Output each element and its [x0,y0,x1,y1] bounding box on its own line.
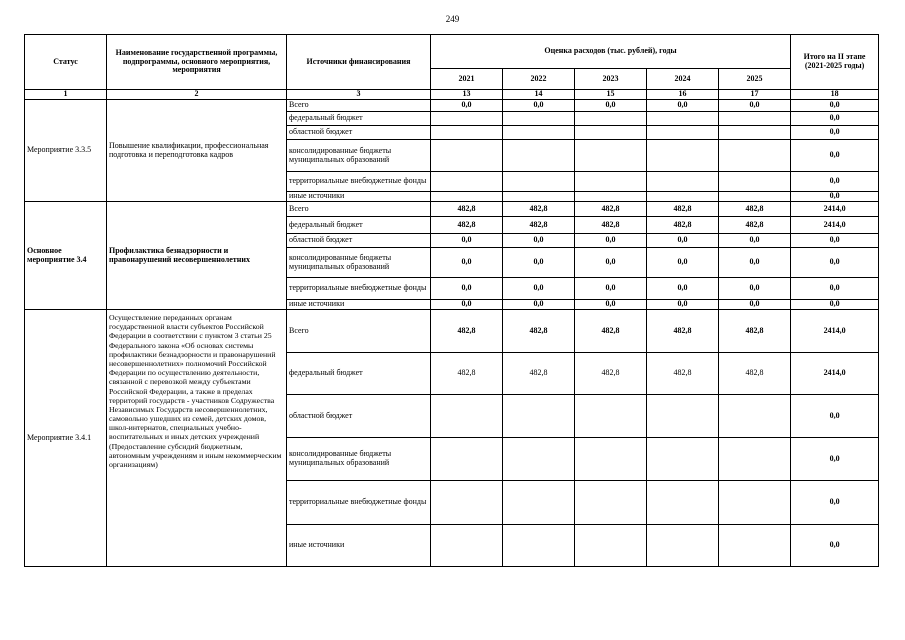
header-estimate: Оценка расходов (тыс. рублей), годы [431,35,791,69]
total-cell: 2414,0 [791,217,879,234]
value-cell: 482,8 [719,310,791,353]
total-cell: 0,0 [791,395,879,438]
value-cell: 482,8 [503,310,575,353]
value-cell: 0,0 [647,300,719,310]
value-cell [503,525,575,567]
header-year: 2021 [431,69,503,90]
column-numbers-row [25,90,879,100]
value-cell [431,525,503,567]
value-cell: 0,0 [503,234,575,248]
value-cell: 0,0 [431,100,503,112]
source-cell: территориальные внебюджетные фонды [287,172,431,192]
value-cell: 482,8 [431,217,503,234]
table-row [25,202,879,217]
value-cell [431,126,503,140]
total-cell: 0,0 [791,234,879,248]
source-cell: Всего [287,100,431,112]
header-sources: Источники финансирования [287,35,431,90]
total-cell: 0,0 [791,300,879,310]
total-cell: 0,0 [791,248,879,278]
source-cell: федеральный бюджет [287,353,431,395]
value-cell [719,395,791,438]
total-cell: 0,0 [791,126,879,140]
value-cell [431,140,503,172]
value-cell [719,192,791,202]
value-cell: 482,8 [575,353,647,395]
name-cell: Осуществление переданных органам государственной власти субъектов Российской Федерации в соответствии с пунктом 3 статьи 25 Федерального закона «Об основах системы профилактики безнадзорности и правонарушений несовершеннолетних» полномочий Российской Федерации по осуществлению деятельности, связанной с перевозкой между субъектами Российской Федерации, а также в пределах территорий государств - участников Содружества Независимых Государств несовершеннолетних, самовольно ушедших из семей, детских домов, школ-интернатов, специальных учебно-воспитательных и иных детских учреждений (Предоставление субсидий бюджетным, автономным учреждениям и иным некоммерческим организациям) [107,310,287,567]
value-cell: 482,8 [503,202,575,217]
value-cell [503,192,575,202]
value-cell: 0,0 [719,300,791,310]
source-cell: консолидированные бюджеты муниципальных образований [287,248,431,278]
value-cell [431,438,503,481]
column-number: 16 [647,90,719,100]
value-cell [431,481,503,525]
value-cell: 0,0 [647,248,719,278]
total-cell: 0,0 [791,100,879,112]
value-cell [647,126,719,140]
page-number: 249 [445,14,460,24]
total-cell: 2414,0 [791,202,879,217]
source-cell: федеральный бюджет [287,112,431,126]
value-cell: 0,0 [575,300,647,310]
source-cell: Всего [287,310,431,353]
source-cell: областной бюджет [287,126,431,140]
source-cell: иные источники [287,525,431,567]
value-cell: 482,8 [719,353,791,395]
value-cell: 0,0 [719,278,791,300]
value-cell: 0,0 [719,248,791,278]
value-cell: 0,0 [647,278,719,300]
value-cell [575,126,647,140]
value-cell: 0,0 [575,100,647,112]
value-cell [719,481,791,525]
value-cell [647,172,719,192]
header-year: 2022 [503,69,575,90]
value-cell: 0,0 [503,300,575,310]
value-cell: 482,8 [431,202,503,217]
column-number: 15 [575,90,647,100]
value-cell [503,438,575,481]
total-cell: 0,0 [791,192,879,202]
total-cell: 2414,0 [791,353,879,395]
header-year: 2024 [647,69,719,90]
value-cell: 482,8 [575,310,647,353]
status-cell: Основное мероприятие 3.4 [25,202,107,310]
value-cell [503,395,575,438]
value-cell: 482,8 [647,202,719,217]
source-cell: федеральный бюджет [287,217,431,234]
value-cell: 482,8 [719,202,791,217]
value-cell [719,438,791,481]
value-cell [647,438,719,481]
value-cell: 482,8 [647,217,719,234]
source-cell: консолидированные бюджеты муниципальных образований [287,438,431,481]
value-cell [719,172,791,192]
total-cell: 2414,0 [791,310,879,353]
name-cell: Повышение квалификации, профессиональная подготовка и переподготовка кадров [107,100,287,202]
source-cell: иные источники [287,300,431,310]
column-number: 14 [503,90,575,100]
value-cell: 482,8 [575,217,647,234]
source-cell: областной бюджет [287,395,431,438]
value-cell [575,525,647,567]
value-cell: 0,0 [647,234,719,248]
table-row [25,310,879,353]
status-cell: Мероприятие 3.4.1 [25,310,107,567]
value-cell [647,140,719,172]
value-cell: 482,8 [647,353,719,395]
source-cell: Всего [287,202,431,217]
total-cell: 0,0 [791,438,879,481]
value-cell [647,112,719,126]
value-cell [431,192,503,202]
value-cell [431,395,503,438]
value-cell: 0,0 [575,248,647,278]
source-cell: областной бюджет [287,234,431,248]
value-cell: 0,0 [431,300,503,310]
value-cell [647,395,719,438]
value-cell: 482,8 [503,353,575,395]
name-cell: Профилактика безнадзорности и правонарушений несовершеннолетних [107,202,287,310]
column-number: 13 [431,90,503,100]
header-year: 2023 [575,69,647,90]
value-cell [575,112,647,126]
value-cell [575,140,647,172]
value-cell [431,172,503,192]
value-cell: 482,8 [431,310,503,353]
total-cell: 0,0 [791,140,879,172]
source-cell: территориальные внебюджетные фонды [287,481,431,525]
column-number: 18 [791,90,879,100]
header-year: 2025 [719,69,791,90]
source-cell: территориальные внебюджетные фонды [287,278,431,300]
value-cell [431,112,503,126]
total-cell: 0,0 [791,481,879,525]
header-total: Итого на II этапе (2021-2025 годы) [791,35,879,90]
value-cell [575,438,647,481]
value-cell [503,172,575,192]
value-cell: 0,0 [647,100,719,112]
value-cell [503,140,575,172]
value-cell: 0,0 [431,248,503,278]
column-number: 2 [107,90,287,100]
value-cell [647,481,719,525]
value-cell [719,126,791,140]
value-cell [719,525,791,567]
value-cell: 482,8 [575,202,647,217]
header-name: Наименование государственной программы, подпрограммы, основного мероприятия, мероприятия [107,35,287,90]
budget-table [24,34,879,567]
value-cell: 0,0 [719,234,791,248]
value-cell [575,172,647,192]
total-cell: 0,0 [791,112,879,126]
source-cell: консолидированные бюджеты муниципальных образований [287,140,431,172]
table-row [25,100,879,112]
source-cell: иные источники [287,192,431,202]
value-cell [719,112,791,126]
value-cell: 0,0 [503,248,575,278]
status-cell: Мероприятие 3.3.5 [25,100,107,202]
column-number: 3 [287,90,431,100]
column-number: 1 [25,90,107,100]
value-cell [503,481,575,525]
value-cell: 482,8 [431,353,503,395]
value-cell: 0,0 [575,234,647,248]
total-cell: 0,0 [791,525,879,567]
value-cell [503,126,575,140]
header-row [25,35,879,69]
value-cell: 0,0 [575,278,647,300]
total-cell: 0,0 [791,172,879,192]
value-cell: 0,0 [503,278,575,300]
value-cell [647,192,719,202]
total-cell: 0,0 [791,278,879,300]
value-cell [575,395,647,438]
value-cell [647,525,719,567]
value-cell: 482,8 [503,217,575,234]
value-cell: 0,0 [719,100,791,112]
value-cell: 482,8 [719,217,791,234]
value-cell: 482,8 [647,310,719,353]
table-body [25,100,879,567]
value-cell: 0,0 [431,234,503,248]
value-cell [575,481,647,525]
header-status: Статус [25,35,107,90]
value-cell: 0,0 [431,278,503,300]
value-cell [719,140,791,172]
value-cell [503,112,575,126]
value-cell [575,192,647,202]
column-number: 17 [719,90,791,100]
value-cell: 0,0 [503,100,575,112]
